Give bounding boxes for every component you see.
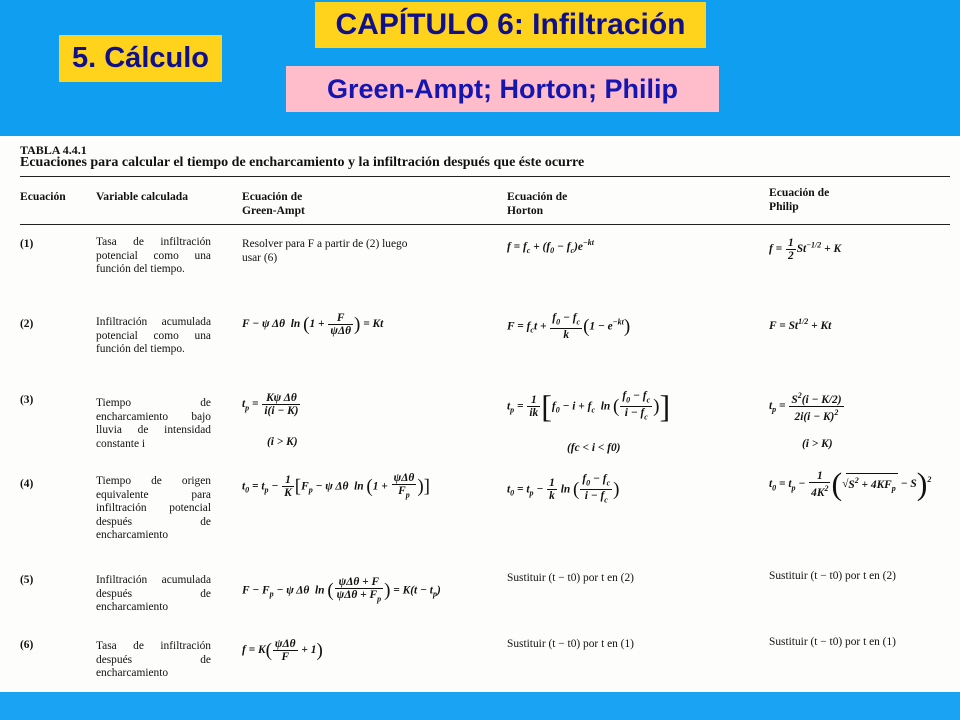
row-2-green-ampt-equation: F − ψ Δθ ln (1 + F ψΔθ ) = Kt (242, 312, 384, 337)
row-2-variable: Infiltración acumulada potencial como una función del tiempo. (96, 316, 211, 355)
row-6-variable: Tasa de infiltración después de encharcamiento (96, 640, 211, 679)
row-3-horton-equation: $t_p$ = $\frac{1}{ik}$ [$f_0 - i + f_c$ ln ( $\frac{f_0 - f_c}{i - f_c}$ )] (507, 388, 671, 425)
scanned-table (0, 136, 960, 692)
row-1-number: (1) (20, 238, 34, 250)
row-3-number: (3) (20, 394, 34, 406)
row-4-green-ampt-equation: $t_0 = t_p$ − $\frac{1}{K}$ [$F_p - \psi$ Δθ ln (1 + ψΔθ $F_p$ )] (242, 472, 430, 500)
row-3-variable: Tiempo de encharcamiento bajo lluvia de intensidad constante i (96, 397, 211, 450)
row-5-variable: Infiltración acumulada después de encharcamiento (96, 574, 211, 613)
row-3-green-ampt-equation: $t_p$ = $\frac{\text{Kψ Δθ}}{i(i - K)}$ (242, 392, 299, 417)
row-2-number: (2) (20, 318, 34, 330)
row-2-philip-equation: $F = St^{1/2} + Kt$ (769, 317, 832, 332)
row-5-green-ampt-equation: $F - F_p - \psi$ Δθ ln ( ψΔθ + F $\psi\Delta\theta + F_p$ ) = $K(t - t_p)$ (242, 576, 441, 604)
row-5-number: (5) (20, 574, 34, 586)
row-4-horton-equation: $t_0 = t_p$ − $\frac{1}{k}$ ln ( $\frac{f_0 - f_c}{i - f_c}$ ) (507, 473, 620, 505)
section-title: 5. Cálculo (59, 35, 222, 82)
header-green-ampt: Ecuación de Green-Ampt (242, 190, 305, 217)
header-rule (20, 224, 950, 225)
table-top-rule (20, 176, 950, 177)
table-number: TABLA 4.4.1 (20, 143, 87, 157)
row-5-horton: Sustituir (t − t0) por t en (2) (507, 572, 634, 584)
footer-band (0, 692, 960, 720)
row-3-philip-equation: $t_p$ = $\frac{S^2(i - K/2)}{2i(i - K)^2}$ (769, 391, 842, 423)
row-5-philip: Sustituir (t − t0) por t en (2) (769, 570, 896, 582)
row-2-horton-equation: $F = f_ct$ + $\frac{f_0 - f_c}{k}$ $(1 - e^{-kt})$ (507, 312, 631, 342)
row-6-number: (6) (20, 639, 34, 651)
row-4-variable: Tiempo de origen equivalente para infiltración potencial después de encharcamiento (96, 475, 211, 541)
row-4-number: (4) (20, 478, 34, 490)
row-6-philip: Sustituir (t − t0) por t en (1) (769, 636, 896, 648)
row-3-green-ampt-condition: (i > K) (267, 436, 298, 448)
row-3-philip-condition: (i > K) (802, 438, 833, 450)
header-equation: Ecuación (20, 190, 66, 203)
header-philip: Ecuación de Philip (769, 186, 830, 213)
row-4-philip-equation: $t_0 = t_p$ − $\frac{1}{4K^2}$ $(√S^2 + 4KF_p - S)^2$ (769, 465, 932, 502)
row-1-horton-equation: $f = f_c + (f_0 - f_c)e^{-kt}$ (507, 238, 595, 256)
row-6-green-ampt-equation: f = K( ψΔθ F + 1) (242, 638, 323, 663)
header-horton: Ecuación de Horton (507, 190, 568, 217)
row-3-horton-condition: (fc < i < f0) (567, 442, 621, 454)
header-variable: Variable calculada (96, 190, 189, 203)
row-1-philip-equation: f = $\frac{1}{2}$ $St^{-1/2} + K$ (769, 237, 842, 262)
chapter-title: CAPÍTULO 6: Infiltración (315, 2, 706, 48)
methods-title: Green-Ampt; Horton; Philip (286, 66, 719, 112)
row-1-green-ampt: Resolver para F a partir de (2) luego usar (6) (242, 238, 408, 264)
table-caption: Ecuaciones para calcular el tiempo de encharcamiento y la infiltración después que éste ocurre (20, 155, 585, 170)
row-1-variable: Tasa de infiltración potencial como una función del tiempo. (96, 236, 211, 275)
row-6-horton: Sustituir (t − t0) por t en (1) (507, 638, 634, 650)
